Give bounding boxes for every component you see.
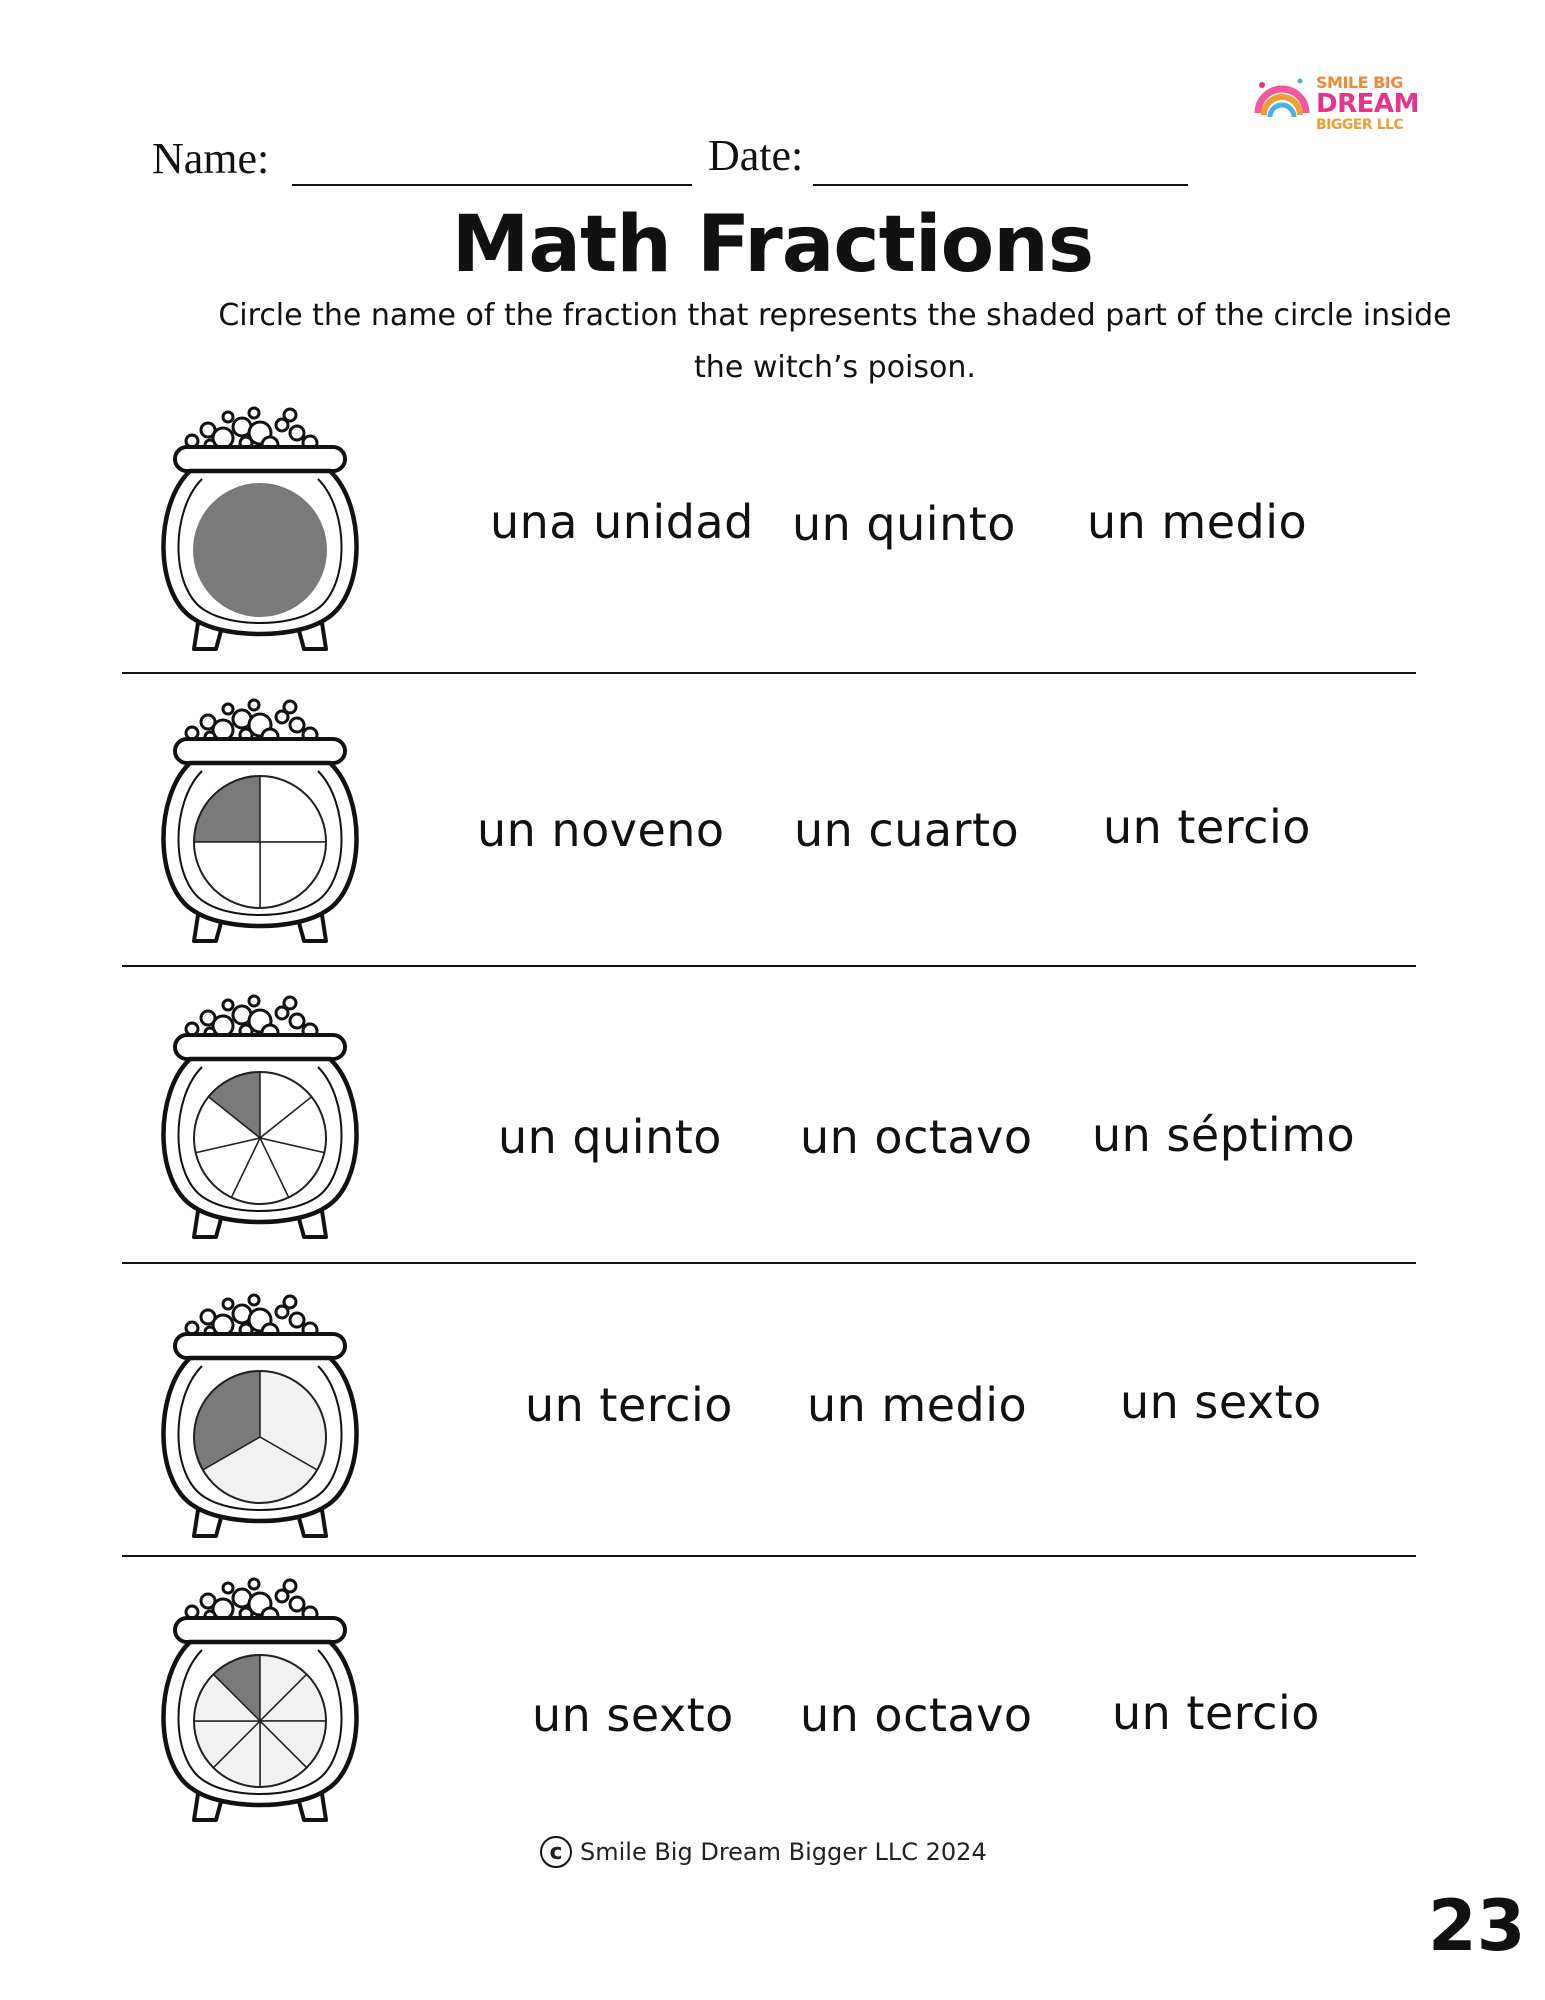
bubble-mark — [223, 704, 233, 714]
fraction-circle — [194, 1371, 326, 1503]
bubble-mark — [284, 701, 296, 713]
bubble-mark — [249, 700, 259, 710]
date-label: Date: — [708, 131, 804, 180]
bubble-mark — [223, 412, 233, 422]
fraction-slice-shaded — [194, 484, 326, 616]
option-3[interactable]: un medio — [1087, 495, 1308, 549]
bubble-mark — [290, 1313, 304, 1327]
option-3[interactable]: un sexto — [1120, 1375, 1322, 1429]
option-2[interactable]: un cuarto — [794, 803, 1020, 857]
copyright-icon: c — [540, 1836, 572, 1868]
row-divider — [122, 1262, 1416, 1264]
option-2[interactable]: un octavo — [800, 1110, 1033, 1164]
option-1[interactable]: una unidad — [490, 495, 754, 549]
logo-line-3: BIGGER LLC — [1316, 117, 1404, 133]
page-title: Math Fractions — [451, 200, 1094, 290]
bubble-mark — [223, 1000, 233, 1010]
name-label: Name: — [152, 134, 270, 183]
bubble-mark — [290, 718, 304, 732]
option-1[interactable]: un noveno — [477, 803, 725, 857]
bubble-mark — [249, 996, 259, 1006]
instructions: Circle the name of the fraction that represents the shaded part of the circle inside the witch’s poison. — [218, 298, 1452, 385]
option-1[interactable]: un sexto — [532, 1688, 734, 1742]
bubble-mark — [284, 409, 296, 421]
cauldron-rim — [175, 447, 345, 471]
rainbow-logo-icon — [1250, 73, 1314, 137]
logo-line-2: DREAM — [1316, 89, 1419, 119]
bubble-mark — [223, 1583, 233, 1593]
bubble-mark — [290, 1597, 304, 1611]
cauldron-icon — [150, 405, 370, 655]
option-2[interactable]: un quinto — [792, 497, 1016, 551]
bubble-mark — [249, 1579, 259, 1589]
option-1[interactable]: un tercio — [525, 1378, 733, 1432]
cauldron-icon — [150, 1292, 370, 1542]
row-divider — [122, 1555, 1416, 1557]
page-number: 23 — [1428, 1885, 1526, 1967]
fraction-circle — [194, 1655, 326, 1787]
date-blank-line[interactable] — [813, 184, 1188, 186]
option-3[interactable]: un tercio — [1103, 800, 1311, 854]
row-divider — [122, 672, 1416, 674]
fraction-circle — [194, 484, 326, 616]
copyright-notice — [540, 1836, 987, 1868]
brand-logo — [1250, 65, 1430, 145]
name-blank-line[interactable] — [292, 184, 692, 186]
copyright-text: Smile Big Dream Bigger LLC 2024 — [580, 1838, 987, 1866]
cauldron-rim — [175, 1618, 345, 1642]
cauldron-icon — [150, 993, 370, 1243]
bubble-mark — [284, 1296, 296, 1308]
option-2[interactable]: un octavo — [800, 1688, 1033, 1742]
bubble-mark — [290, 1014, 304, 1028]
cauldron-rim — [175, 1035, 345, 1059]
row-divider — [122, 965, 1416, 967]
fraction-circle — [194, 1072, 326, 1204]
option-2[interactable]: un medio — [807, 1378, 1028, 1432]
option-3[interactable]: un séptimo — [1092, 1108, 1356, 1162]
cauldron-icon — [150, 697, 370, 947]
option-1[interactable]: un quinto — [498, 1110, 722, 1164]
bubble-mark — [290, 426, 304, 440]
cauldron-icon — [150, 1576, 370, 1826]
logo-line-1: SMILE BIG — [1316, 73, 1403, 92]
cauldron-rim — [175, 1334, 345, 1358]
fraction-circle — [194, 776, 326, 908]
option-3[interactable]: un tercio — [1112, 1686, 1320, 1740]
bubble-mark — [249, 408, 259, 418]
bubble-mark — [284, 997, 296, 1009]
bubble-mark — [284, 1580, 296, 1592]
bubble-mark — [223, 1299, 233, 1309]
cauldron-rim — [175, 739, 345, 763]
bubble-mark — [249, 1295, 259, 1305]
